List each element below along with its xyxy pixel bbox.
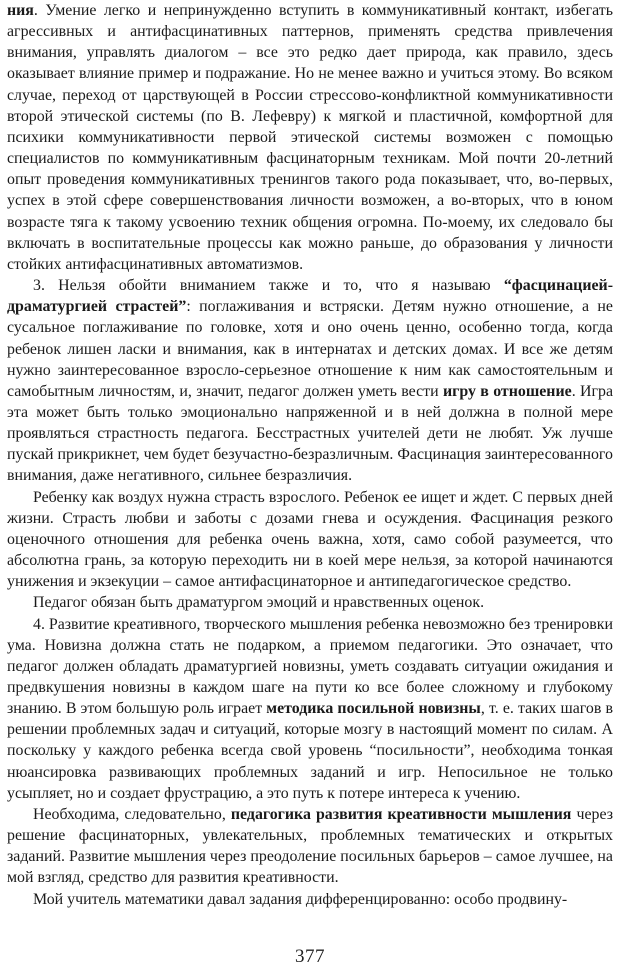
- text-run: . Игра эта может быть только эмоционально напряженной и в ней должна в полной мере проявляться страстность педагога. Бесстрастных учителей дети не любят. Уж лучше пускай прикрикнет, чем будет безучастно-безразличным. Фасцинация заинтересованного внимания, даже негативного, сильнее безразличия.: [7, 382, 614, 485]
- text-run: через решение фасцинаторных, увлекательных, проблемных тематических и открытых заданий. Развитие мышления через преодоление посильных барьеров – самое лучшее, на мой взгляд, средство для развития креативности.: [7, 805, 613, 887]
- paragraph: [7, 275, 613, 487]
- page-number: 377: [295, 946, 325, 967]
- paragraph: [7, 0, 613, 275]
- text-run: 4. Развитие креативного, творческого мышления ребенка невозможно без тренировки ума. Новизна должна стать не подарком, а приемом педагогики. Это означает, что педагог должен обладать драматургией новизны, уметь создавать ситуации ожидания и предвкушения новизны в каждом шаге на пути ко все более сложному и глубокому знанию. В этом большую роль играет: [7, 615, 613, 718]
- text-run: Необходима, следовательно,: [33, 805, 231, 823]
- paragraph: [7, 889, 613, 910]
- text-run: Педагог обязан быть драматургом эмоций и нравственных оценок.: [33, 594, 485, 612]
- paragraph: [7, 487, 613, 593]
- body-text: [7, 0, 613, 910]
- text-run: Мой учитель математики давал задания дифференцированно: особо продвину-: [33, 890, 568, 908]
- bold-phrase: “фасцинацией-драматургией страстей”: [7, 277, 613, 316]
- bold-phrase: педагогика развития креативности мышления: [230, 805, 572, 823]
- text-run: . Умение легко и непринужденно вступить в коммуникативный контакт, избегать агрессивных и антифасцинативных паттернов, применять средства привлечения внимания, управлять диалогом – все это редко дает природа, как правило, здесь оказывает влияние пример и подражание. Но не менее важно и учиться этому. Во всяком случае, переход от царствующей в России стрессово-конфликтной коммуникативности второй этической системы (по В. Лефевру) к мягкой и пластичной, комфортной для психики коммуникативности первой этической системы возможен с помощью специалистов по коммуникативным фасцинаторным техникам. Мой почти 20-летний опыт проведения коммуникативных тренингов такого рода показывает, что, во-первых, успех в этой сфере совершенствования личности возможен, а во-вторых, что в юном возрасте тяга к такому усвоению техник общения огромна. По-моему, их следовало бы включать в воспитательные процессы как можно раньше, до образования у личности стойких антифасцинативных автоматизмов.: [7, 2, 613, 273]
- text-run: , т. е. таких шагов в решении проблемных задач и ситуаций, которые мозгу в настоящий момент по силам. А поскольку у каждого ребенка всегда свой уровень “посильности”, необходима тонкая нюансировка развивающих проблемных заданий и игр. Непосильное не только усыпляет, но и создает фрустрацию, а это путь к потере интереса к учению.: [7, 700, 613, 802]
- bold-phrase: методика посильной новизны: [266, 700, 481, 718]
- paragraph: [7, 614, 613, 804]
- paragraph: [7, 804, 613, 889]
- paragraph: [7, 592, 613, 613]
- text-run: : поглаживания и встряски. Детям нужно отношение, а не сусальное поглаживание по головке, хотя и оно очень ценно, особенно тогда, когда ребенок лишен ласки и внимания, как в интернатах и детских домах. И все же детям нужно заинтересованное взросло-серьезное отношение к ним как самостоятельным и самобытным личностям, и, значит, педагог должен уметь вести: [7, 298, 613, 400]
- text-run: Ребенку как воздух нужна страсть взрослого. Ребенок ее ищет и ждет. С первых дней жизни. Страсть любви и заботы с дозами гнева и осуждения. Фасцинация резкого оценочного отношения для ребенка очень важна, хотя, само собой разумеется, что абсолютна грань, за которую переходить ни в коей мере нельзя, за которой начинаются унижения и экзекуции – самое антифасцинаторное и антипедагогическое средство.: [7, 488, 613, 591]
- bold-phrase: игру в отношение: [442, 382, 572, 400]
- text-run: 3. Нельзя обойти вниманием также и то, что я называю: [33, 277, 504, 295]
- bold-phrase: ния: [7, 2, 34, 19]
